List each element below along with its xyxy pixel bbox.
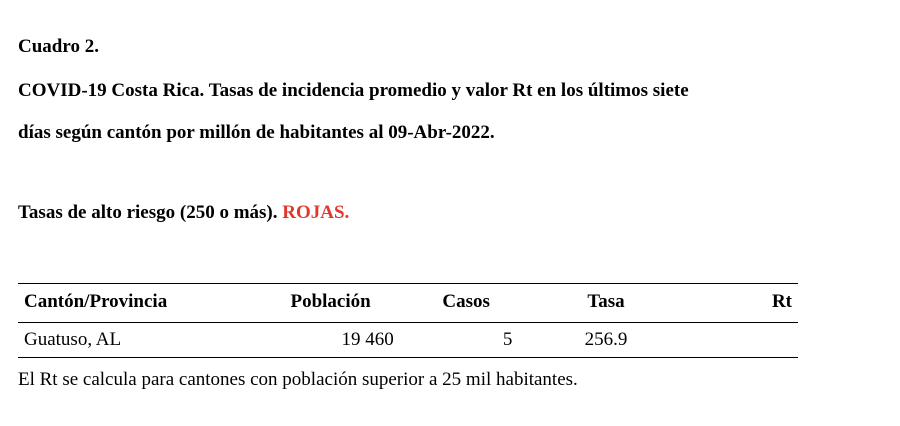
caption-title-line-1: COVID-19 Costa Rica. Tasas de incidencia promedio y valor Rt en los últimos siete <box>18 80 689 101</box>
incidence-table <box>18 283 798 358</box>
caption-label: Cuadro 2. <box>18 36 99 57</box>
caption-title-line-2: días según cantón por millón de habitantes al 09-Abr-2022. <box>18 122 495 143</box>
header-tasa: Tasa <box>587 291 625 312</box>
risk-heading <box>18 202 349 224</box>
header-rt: Rt <box>771 291 792 312</box>
header-casos: Casos <box>442 291 490 312</box>
header-canton: Cantón/Provincia <box>24 291 168 312</box>
table-row <box>18 323 798 358</box>
footnote: El Rt se calcula para cantones con población superior a 25 mil habitantes. <box>18 369 578 390</box>
cell-casos: 5 <box>502 329 513 350</box>
cell-rt <box>680 323 798 358</box>
cell-poblacion: 19 460 <box>341 329 394 350</box>
cell-canton: Guatuso, AL <box>24 329 122 350</box>
cell-tasa: 256.9 <box>584 329 628 350</box>
header-poblacion: Población <box>290 291 371 312</box>
table-header-row <box>18 284 798 323</box>
risk-level-label: ROJAS. <box>282 202 350 223</box>
risk-heading-text: Tasas de alto riesgo (250 o más). <box>18 202 278 223</box>
